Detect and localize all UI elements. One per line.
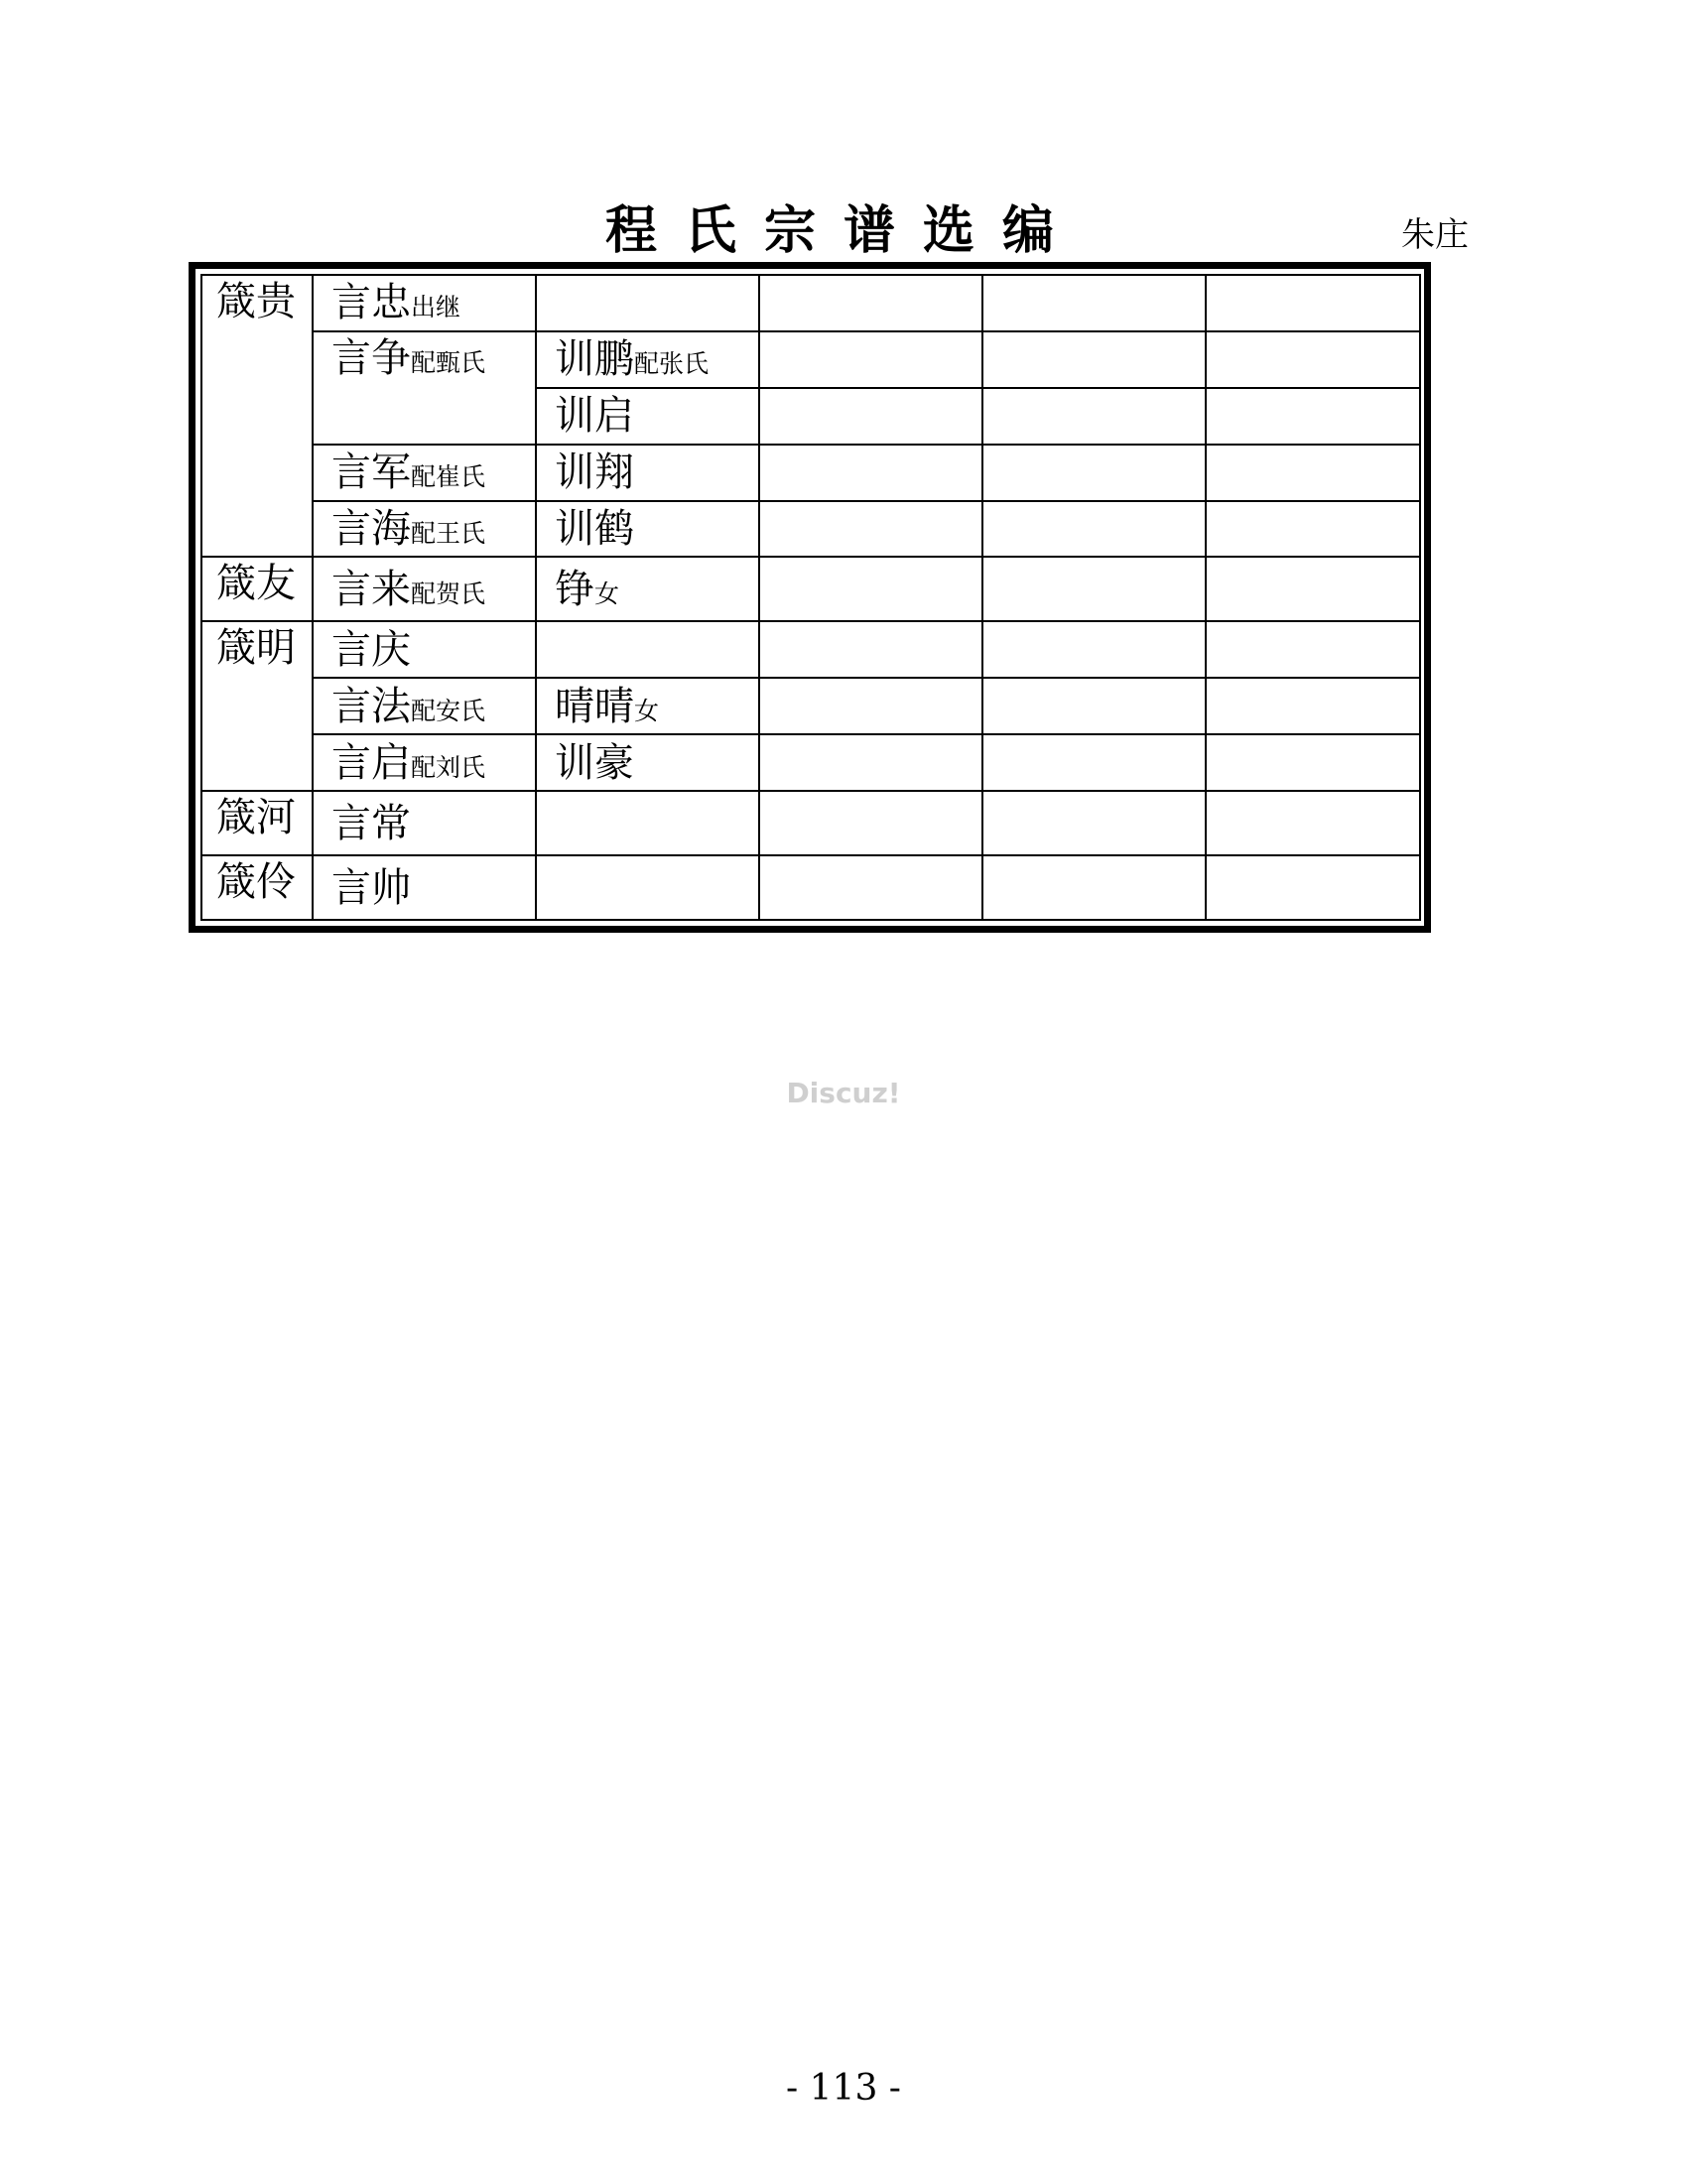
table-row bbox=[201, 678, 1420, 734]
empty-cell bbox=[1206, 734, 1420, 791]
generation-2-cell bbox=[313, 734, 536, 791]
generation-3-name: 训启 bbox=[555, 393, 634, 440]
generation-1-name: 箴明 bbox=[216, 625, 296, 672]
generation-2-note: 配安氏 bbox=[411, 696, 486, 725]
generation-3-cell bbox=[536, 791, 759, 855]
empty-cell bbox=[759, 501, 982, 558]
empty-cell bbox=[759, 678, 982, 734]
generation-1-name: 箴河 bbox=[216, 795, 296, 840]
generation-3-cell bbox=[536, 275, 759, 331]
generation-3-name: 训翔 bbox=[555, 450, 634, 496]
generation-1-cell bbox=[201, 791, 313, 855]
generation-3-note: 配张氏 bbox=[634, 349, 710, 379]
generation-2-note: 配贺氏 bbox=[411, 578, 486, 608]
empty-cell bbox=[982, 621, 1206, 678]
empty-cell bbox=[759, 275, 982, 331]
generation-2-note: 配王氏 bbox=[411, 518, 486, 548]
table-row bbox=[201, 791, 1420, 855]
generation-2-note: 配崔氏 bbox=[411, 462, 486, 492]
generation-2-cell bbox=[313, 791, 536, 855]
generation-2-name: 言军 bbox=[331, 450, 411, 496]
empty-cell bbox=[982, 678, 1206, 734]
empty-cell bbox=[982, 275, 1206, 331]
generation-2-cell bbox=[313, 445, 536, 501]
empty-cell bbox=[759, 557, 982, 621]
generation-2-cell bbox=[313, 678, 536, 734]
generation-1-cell bbox=[201, 557, 313, 621]
generation-3-cell bbox=[536, 678, 759, 734]
table-row bbox=[201, 734, 1420, 791]
generation-3-cell bbox=[536, 621, 759, 678]
generation-2-name: 言忠 bbox=[331, 280, 411, 326]
generation-2-note: 配甄氏 bbox=[411, 347, 486, 377]
generation-3-name: 训鹤 bbox=[555, 505, 634, 552]
empty-cell bbox=[1206, 855, 1420, 920]
empty-cell bbox=[1206, 275, 1420, 331]
generation-1-cell bbox=[201, 855, 313, 920]
empty-cell bbox=[1206, 678, 1420, 734]
empty-cell bbox=[982, 791, 1206, 855]
generation-2-cell bbox=[313, 621, 536, 678]
generation-3-cell bbox=[536, 557, 759, 621]
generation-2-name: 言法 bbox=[331, 683, 411, 729]
generation-2-name: 言常 bbox=[331, 800, 411, 846]
generation-2-name: 言帅 bbox=[331, 864, 411, 911]
genealogy-frame bbox=[189, 262, 1431, 933]
generation-1-cell bbox=[201, 275, 313, 557]
genealogy-table bbox=[200, 274, 1421, 921]
generation-2-name: 言来 bbox=[331, 566, 411, 612]
empty-cell bbox=[759, 388, 982, 445]
generation-2-name: 言海 bbox=[331, 505, 411, 552]
generation-3-name: 铮 bbox=[555, 566, 594, 612]
generation-3-cell bbox=[536, 501, 759, 558]
table-row bbox=[201, 331, 1420, 388]
empty-cell bbox=[982, 557, 1206, 621]
generation-3-cell bbox=[536, 445, 759, 501]
generation-3-cell bbox=[536, 388, 759, 445]
table-row bbox=[201, 557, 1420, 621]
generation-3-cell bbox=[536, 734, 759, 791]
empty-cell bbox=[982, 331, 1206, 388]
empty-cell bbox=[1206, 445, 1420, 501]
generation-3-name: 训豪 bbox=[555, 739, 634, 786]
empty-cell bbox=[982, 388, 1206, 445]
generation-3-cell bbox=[536, 331, 759, 388]
generation-2-note: 配刘氏 bbox=[411, 752, 486, 782]
generation-3-note: 女 bbox=[594, 578, 620, 608]
generation-1-name: 箴友 bbox=[216, 561, 296, 607]
generation-2-cell bbox=[313, 331, 536, 445]
empty-cell bbox=[759, 621, 982, 678]
empty-cell bbox=[1206, 791, 1420, 855]
watermark: Discuz! bbox=[786, 1077, 901, 1109]
generation-2-cell bbox=[313, 275, 536, 331]
empty-cell bbox=[759, 445, 982, 501]
location-label: 朱庄 bbox=[1401, 215, 1469, 255]
generation-1-cell bbox=[201, 621, 313, 791]
generation-3-note: 女 bbox=[634, 696, 660, 725]
generation-1-name: 箴伶 bbox=[216, 859, 296, 905]
empty-cell bbox=[1206, 557, 1420, 621]
table-row bbox=[201, 855, 1420, 920]
page-number: - 113 - bbox=[786, 2068, 901, 2109]
generation-2-name: 言启 bbox=[331, 739, 411, 786]
empty-cell bbox=[759, 791, 982, 855]
empty-cell bbox=[759, 855, 982, 920]
generation-3-cell bbox=[536, 855, 759, 920]
table-row bbox=[201, 621, 1420, 678]
empty-cell bbox=[1206, 331, 1420, 388]
page-title: 程氏宗谱选编 bbox=[604, 200, 1082, 261]
generation-1-name: 箴贵 bbox=[216, 279, 296, 324]
empty-cell bbox=[1206, 621, 1420, 678]
generation-3-name: 训鹏 bbox=[555, 336, 634, 383]
generation-2-cell bbox=[313, 855, 536, 920]
empty-cell bbox=[982, 501, 1206, 558]
table-row bbox=[201, 445, 1420, 501]
generation-2-cell bbox=[313, 501, 536, 558]
generation-2-note: 出继 bbox=[411, 293, 461, 322]
generation-2-cell bbox=[313, 557, 536, 621]
generation-3-name: 晴晴 bbox=[555, 683, 634, 729]
empty-cell bbox=[1206, 501, 1420, 558]
empty-cell bbox=[759, 331, 982, 388]
empty-cell bbox=[982, 855, 1206, 920]
table-row bbox=[201, 275, 1420, 331]
empty-cell bbox=[982, 445, 1206, 501]
empty-cell bbox=[982, 734, 1206, 791]
generation-2-name: 言争 bbox=[331, 334, 411, 381]
table-row bbox=[201, 501, 1420, 558]
generation-2-name: 言庆 bbox=[331, 626, 411, 673]
empty-cell bbox=[1206, 388, 1420, 445]
empty-cell bbox=[759, 734, 982, 791]
